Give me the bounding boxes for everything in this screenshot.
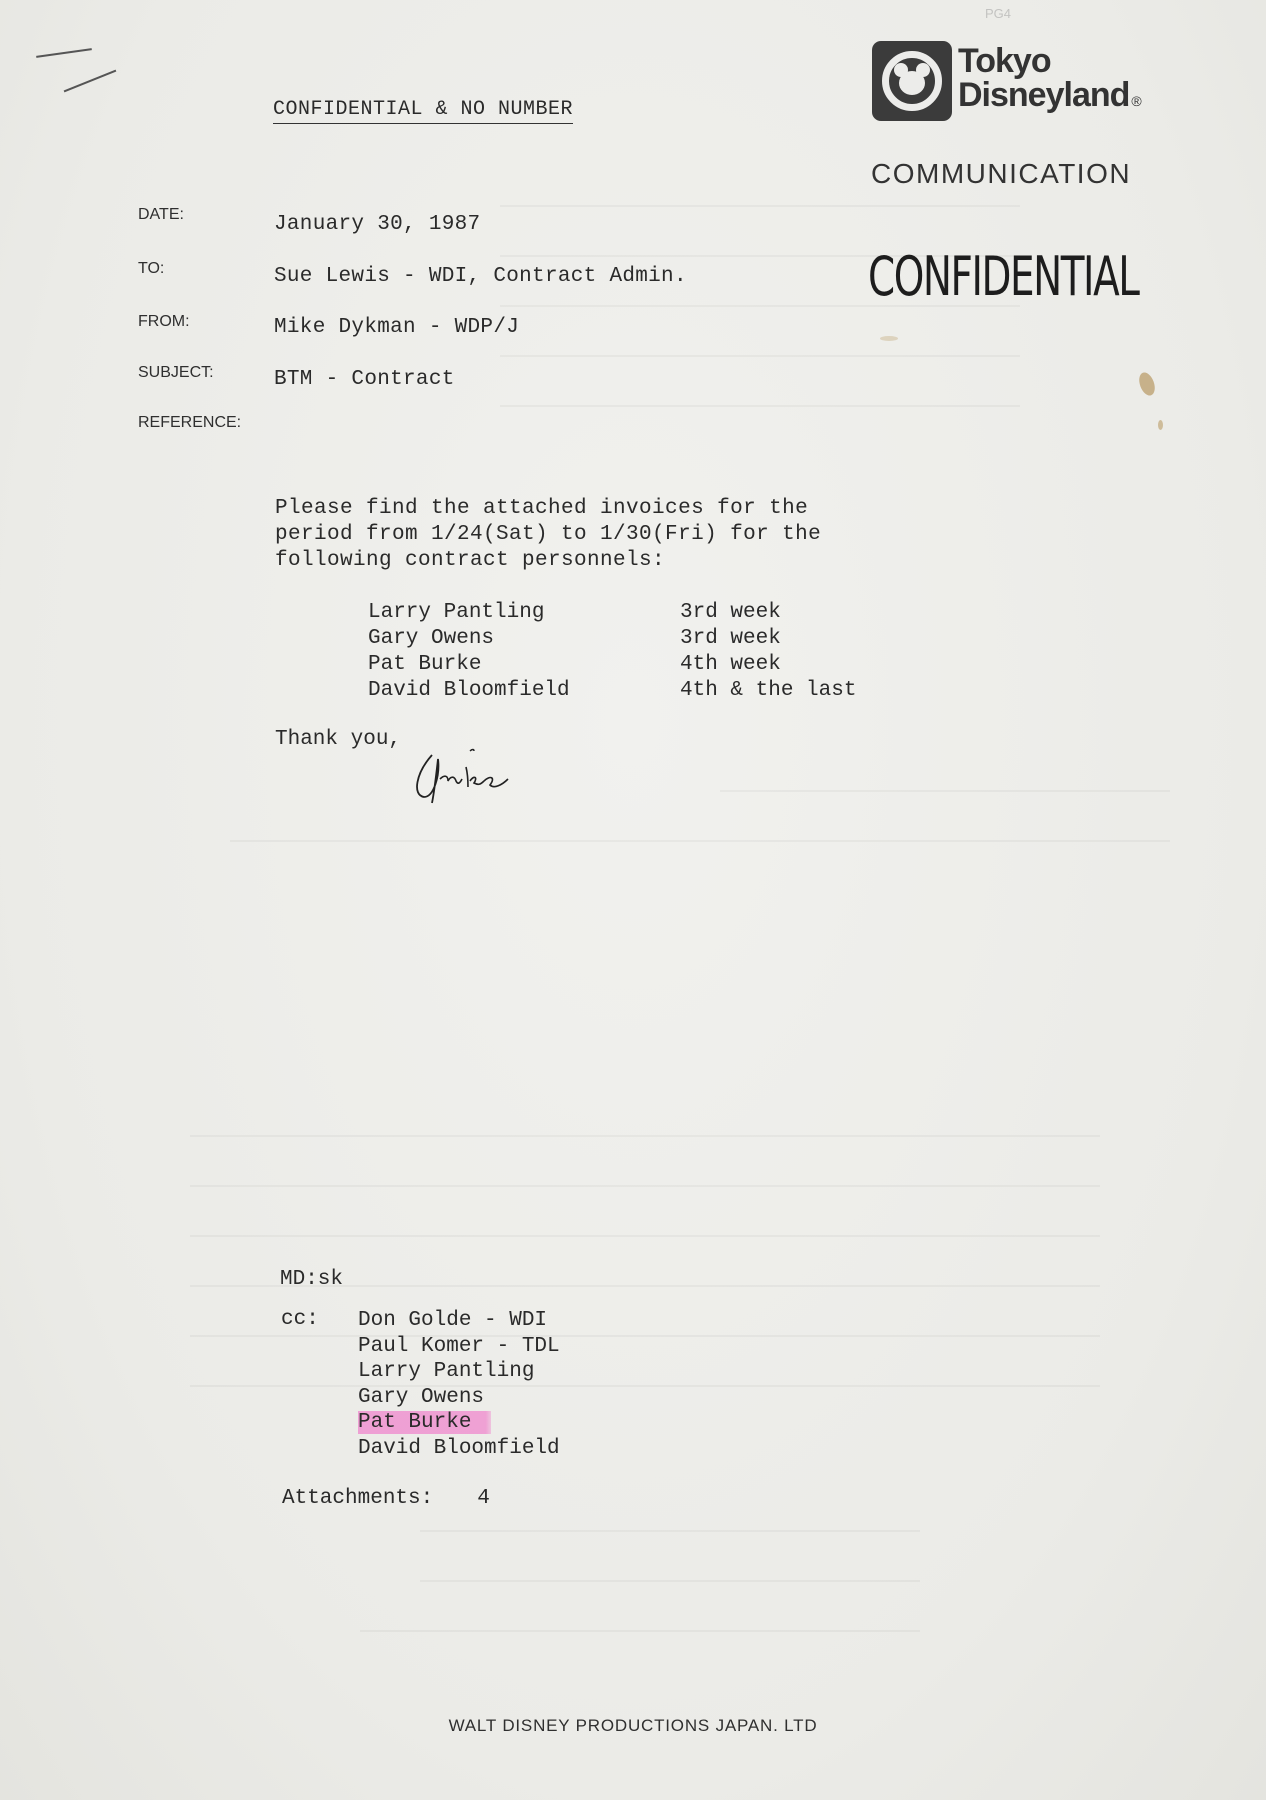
date-label: DATE: [138,206,184,223]
personnel-name: Pat Burke [368,653,482,676]
list-item [368,652,856,678]
tokyo-disneyland-logo [872,41,1141,121]
list-item: Don Golde - WDI [358,1309,548,1332]
confidential-stamp: CONFIDENTIAL [868,245,1139,308]
memo-body: Please find the attached invoices for the period from 1/24(Sat) to 1/30(Fri) for the following contract personnels: [275,497,822,572]
logo-wordmark: Tokyo Disneyland ® [958,42,1141,114]
highlighted-name: Pat Burke [358,1411,491,1434]
list-item [368,626,856,652]
reference-label: REFERENCE: [138,414,242,431]
list-item [358,1410,560,1436]
typist-initials: MD:sk [280,1268,344,1291]
personnel-week: 3rd week [680,601,781,624]
stain [1136,370,1157,397]
list-item: David Bloomfield [358,1436,560,1460]
list-item [368,600,856,626]
stain [1158,420,1163,430]
personnel-list [368,600,856,704]
personnel-name: Larry Pantling [368,601,545,624]
list-item [368,678,856,704]
to-value: Sue Lewis - WDI, Contract Admin. [274,265,687,288]
closing: Thank you, [275,728,402,751]
list-item: Larry Pantling [358,1360,535,1383]
attachments [282,1487,490,1510]
department-title: COMMUNICATION [871,158,1132,189]
cc-label: cc: [281,1308,319,1331]
subject-label: SUBJECT: [138,364,214,381]
page-id: PG4 [985,6,1012,21]
confidential-title: CONFIDENTIAL & NO NUMBER [273,98,573,124]
cc-list [358,1308,560,1461]
from-value: Mike Dykman - WDP/J [274,316,520,339]
to-label: TO: [138,260,165,277]
personnel-week: 4th week [680,653,781,676]
stain [880,336,898,341]
mickey-logo-icon [872,41,952,121]
company-footer: WALT DISNEY PRODUCTIONS JAPAN. LTD [448,1716,818,1735]
personnel-week: 4th & the last [680,679,857,702]
attachments-count: 4 [477,1487,490,1510]
signature [410,745,520,805]
list-item: Gary Owens [358,1385,485,1409]
date-value: January 30, 1987 [274,213,481,236]
pencil-mark [64,70,117,93]
personnel-name: Gary Owens [368,627,495,650]
pencil-mark [36,48,92,58]
list-item: Paul Komer - TDL [358,1334,560,1358]
personnel-week: 3rd week [680,627,781,650]
personnel-name: David Bloomfield [368,679,570,702]
subject-value: BTM - Contract [274,368,455,391]
from-label: FROM: [138,313,190,330]
attachments-label: Attachments: [282,1487,434,1510]
